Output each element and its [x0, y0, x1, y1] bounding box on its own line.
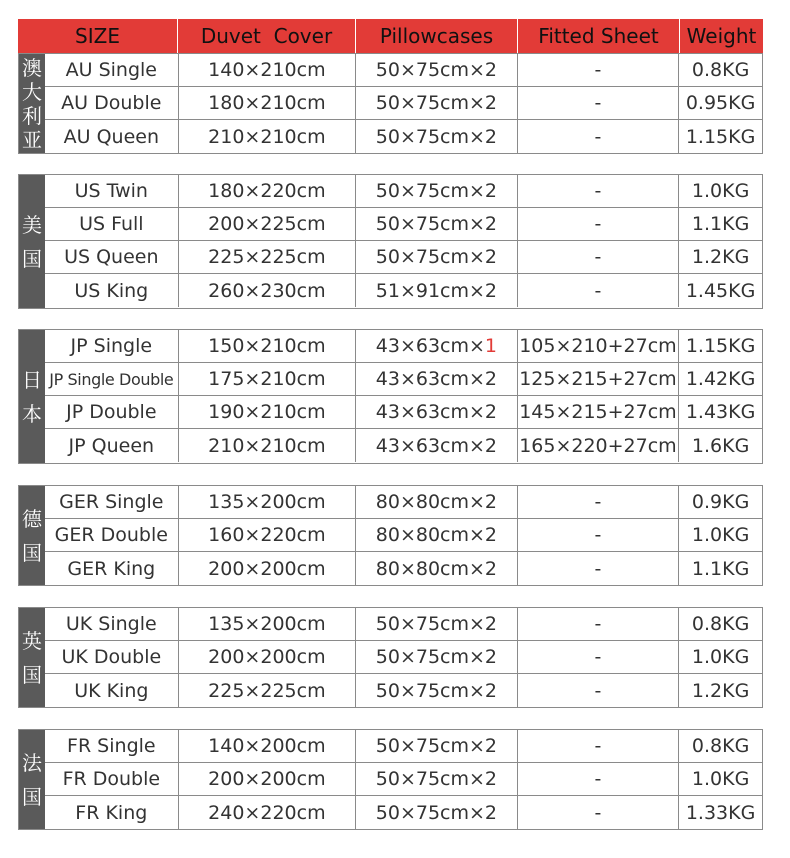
weight-cell: 1.2KG [691, 679, 750, 702]
pillow-cell: 50×75cm×2 [356, 175, 518, 207]
fitted-cell: 105×210+27cm [518, 330, 680, 362]
pillow-cell: 50×75cm×2 [356, 674, 518, 707]
header-size: SIZE [18, 19, 178, 53]
group-label-char: 利 [22, 103, 42, 128]
weight-cell: 1.45KG [685, 279, 756, 302]
fitted-cell: - [518, 120, 680, 153]
fitted-cell: - [518, 552, 680, 585]
group-label-char: 国 [22, 662, 42, 687]
size-cell: GER Single [19, 486, 179, 518]
size-cell: FR King [19, 796, 179, 829]
pillow-cell: 80×80cm×2 [356, 519, 518, 551]
size-cell: GER King [19, 552, 179, 585]
weight-cell: 1.42KG [685, 368, 756, 390]
fitted-cell: - [518, 87, 680, 119]
weight-cell: 1.43KG [685, 401, 756, 423]
pillow-cell: 50×75cm×2 [356, 241, 518, 273]
weight-cell: 0.8KG [691, 735, 750, 757]
pillow-cell: 43×63cm×2 [356, 429, 518, 462]
table-row [19, 120, 762, 153]
pillow-cell: 50×75cm×2 [356, 87, 518, 119]
duvet-cell: 135×200cm [179, 608, 357, 640]
size-cell: US King [19, 274, 179, 307]
duvet-cell: 160×220cm [179, 519, 357, 551]
group-fr [18, 729, 763, 830]
size-cell: UK Single [19, 608, 179, 640]
weight-cell: 0.95KG [685, 92, 756, 114]
pillow-cell: 50×75cm×2 [356, 796, 518, 829]
table-row [19, 552, 762, 585]
header-weight: Weight [686, 24, 757, 48]
table-header [18, 19, 763, 53]
table-row [19, 241, 762, 274]
weight-cell: 0.8KG [691, 59, 750, 81]
group-label-char: 国 [22, 784, 42, 809]
size-cell: UK Double [19, 641, 179, 673]
fitted-cell: - [518, 763, 680, 795]
pillow-cell: 80×80cm×2 [356, 552, 518, 585]
group-label-char: 本 [22, 401, 42, 426]
table-row [19, 641, 762, 674]
table-row [19, 330, 762, 363]
fitted-cell: - [518, 730, 680, 762]
fitted-cell: - [518, 641, 680, 673]
table-row [19, 54, 762, 87]
weight-cell: 1.33KG [685, 801, 756, 824]
pillow-cell: 50×75cm×2 [356, 641, 518, 673]
group-label-char: 法 [22, 750, 42, 775]
fitted-cell: - [518, 54, 680, 86]
group-jp [18, 329, 763, 464]
weight-cell: 1.0KG [691, 646, 750, 668]
weight-cell: 1.2KG [691, 246, 750, 268]
weight-cell: 1.1KG [691, 213, 750, 235]
group-label-char: 英 [22, 628, 42, 653]
table-row [19, 608, 762, 641]
pillow-cell: 50×75cm×2 [356, 120, 518, 153]
group-au [18, 53, 763, 154]
table-row [19, 796, 762, 829]
duvet-cell: 225×225cm [179, 674, 357, 707]
pillow-cell: 50×75cm×2 [356, 208, 518, 240]
table-row [19, 674, 762, 707]
pillow-cell: 50×75cm×2 [356, 608, 518, 640]
group-label-ger [19, 486, 45, 585]
size-cell: JP Single Double [19, 363, 179, 395]
pillow-cell: 51×91cm×2 [356, 274, 518, 307]
table-row [19, 763, 762, 796]
size-cell: AU Queen [19, 120, 179, 153]
size-cell: JP Double [19, 396, 179, 428]
pillow-cell: 43×63cm×2 [356, 363, 518, 395]
pillow-cell: 50×75cm×2 [356, 54, 518, 86]
group-label-uk [19, 608, 45, 707]
duvet-cell: 180×210cm [179, 87, 357, 119]
table-row [19, 87, 762, 120]
group-label-char: 国 [22, 540, 42, 565]
header-fitted-sheet: Fitted Sheet [518, 19, 680, 53]
size-cell: UK King [19, 674, 179, 707]
fitted-cell: - [518, 208, 680, 240]
duvet-cell: 200×225cm [179, 208, 357, 240]
pillow-cell: 50×75cm×2 [356, 763, 518, 795]
fitted-cell: - [518, 519, 680, 551]
weight-cell: 1.0KG [691, 768, 750, 790]
group-label-char: 美 [22, 212, 42, 237]
duvet-cell: 225×225cm [179, 241, 357, 273]
size-cell: FR Double [19, 763, 179, 795]
size-cell: FR Single [19, 730, 179, 762]
header-duvet-cover: Duvet Cover [178, 19, 356, 53]
weight-cell: 1.0KG [691, 524, 750, 546]
duvet-cell: 210×210cm [179, 429, 357, 462]
fitted-cell: - [518, 274, 680, 307]
fitted-cell: - [518, 608, 680, 640]
duvet-cell: 135×200cm [179, 486, 357, 518]
duvet-cell: 175×210cm [179, 363, 357, 395]
size-cell: GER Double [19, 519, 179, 551]
fitted-cell: 165×220+27cm [518, 429, 680, 462]
group-label-us [19, 175, 45, 308]
size-cell: US Queen [19, 241, 179, 273]
table-row [19, 175, 762, 208]
table-row [19, 274, 762, 307]
fitted-cell: 125×215+27cm [518, 363, 680, 395]
weight-cell: 0.8KG [691, 613, 750, 635]
size-cell: US Twin [19, 175, 179, 207]
group-label-char: 国 [22, 246, 42, 271]
duvet-cell: 190×210cm [179, 396, 357, 428]
fitted-cell: - [518, 175, 680, 207]
table-row [19, 519, 762, 552]
duvet-cell: 210×210cm [179, 120, 357, 153]
weight-cell: 1.1KG [691, 557, 750, 580]
group-label-char: 日 [22, 367, 42, 392]
duvet-cell: 260×230cm [179, 274, 357, 307]
table-row [19, 486, 762, 519]
group-label-char: 澳 [22, 55, 42, 80]
table-row [19, 363, 762, 396]
table-row [19, 730, 762, 763]
pillow-size-text: 43×63cm× [375, 335, 485, 357]
group-label-char: 德 [22, 506, 42, 531]
pillow-count-highlight: 1 [484, 335, 498, 357]
size-cell: AU Double [19, 87, 179, 119]
weight-cell: 0.9KG [691, 491, 750, 513]
duvet-cell: 180×220cm [179, 175, 357, 207]
duvet-cell: 200×200cm [179, 763, 357, 795]
weight-cell: 1.6KG [691, 434, 750, 457]
table-row [19, 208, 762, 241]
group-label-jp [19, 330, 45, 463]
size-cell: JP Single [19, 330, 179, 362]
size-cell: JP Queen [19, 429, 179, 462]
weight-cell: 1.15KG [685, 335, 756, 357]
group-uk [18, 607, 763, 708]
pillow-cell: 80×80cm×2 [356, 486, 518, 518]
fitted-cell: - [518, 241, 680, 273]
size-cell: AU Single [19, 54, 179, 86]
pillow-cell [356, 330, 518, 362]
group-label-fr [19, 730, 45, 829]
fitted-cell: - [518, 796, 680, 829]
fitted-cell: - [518, 486, 680, 518]
duvet-cell: 200×200cm [179, 552, 357, 585]
duvet-cell: 140×200cm [179, 730, 357, 762]
group-ger [18, 485, 763, 586]
duvet-cell: 200×200cm [179, 641, 357, 673]
weight-cell: 1.15KG [685, 125, 756, 148]
group-label-char: 大 [22, 79, 42, 104]
pillow-cell: 50×75cm×2 [356, 730, 518, 762]
pillow-cell: 43×63cm×2 [356, 396, 518, 428]
fitted-cell: - [518, 674, 680, 707]
group-us [18, 174, 763, 309]
group-label-char: 亚 [22, 127, 42, 152]
header-pillowcases: Pillowcases [356, 19, 518, 53]
group-label-au [19, 54, 45, 153]
weight-cell: 1.0KG [691, 180, 750, 202]
table-row [19, 429, 762, 462]
duvet-cell: 150×210cm [179, 330, 357, 362]
size-cell: US Full [19, 208, 179, 240]
duvet-cell: 140×210cm [179, 54, 357, 86]
fitted-cell: 145×215+27cm [518, 396, 680, 428]
table-row [19, 396, 762, 429]
duvet-cell: 240×220cm [179, 796, 357, 829]
